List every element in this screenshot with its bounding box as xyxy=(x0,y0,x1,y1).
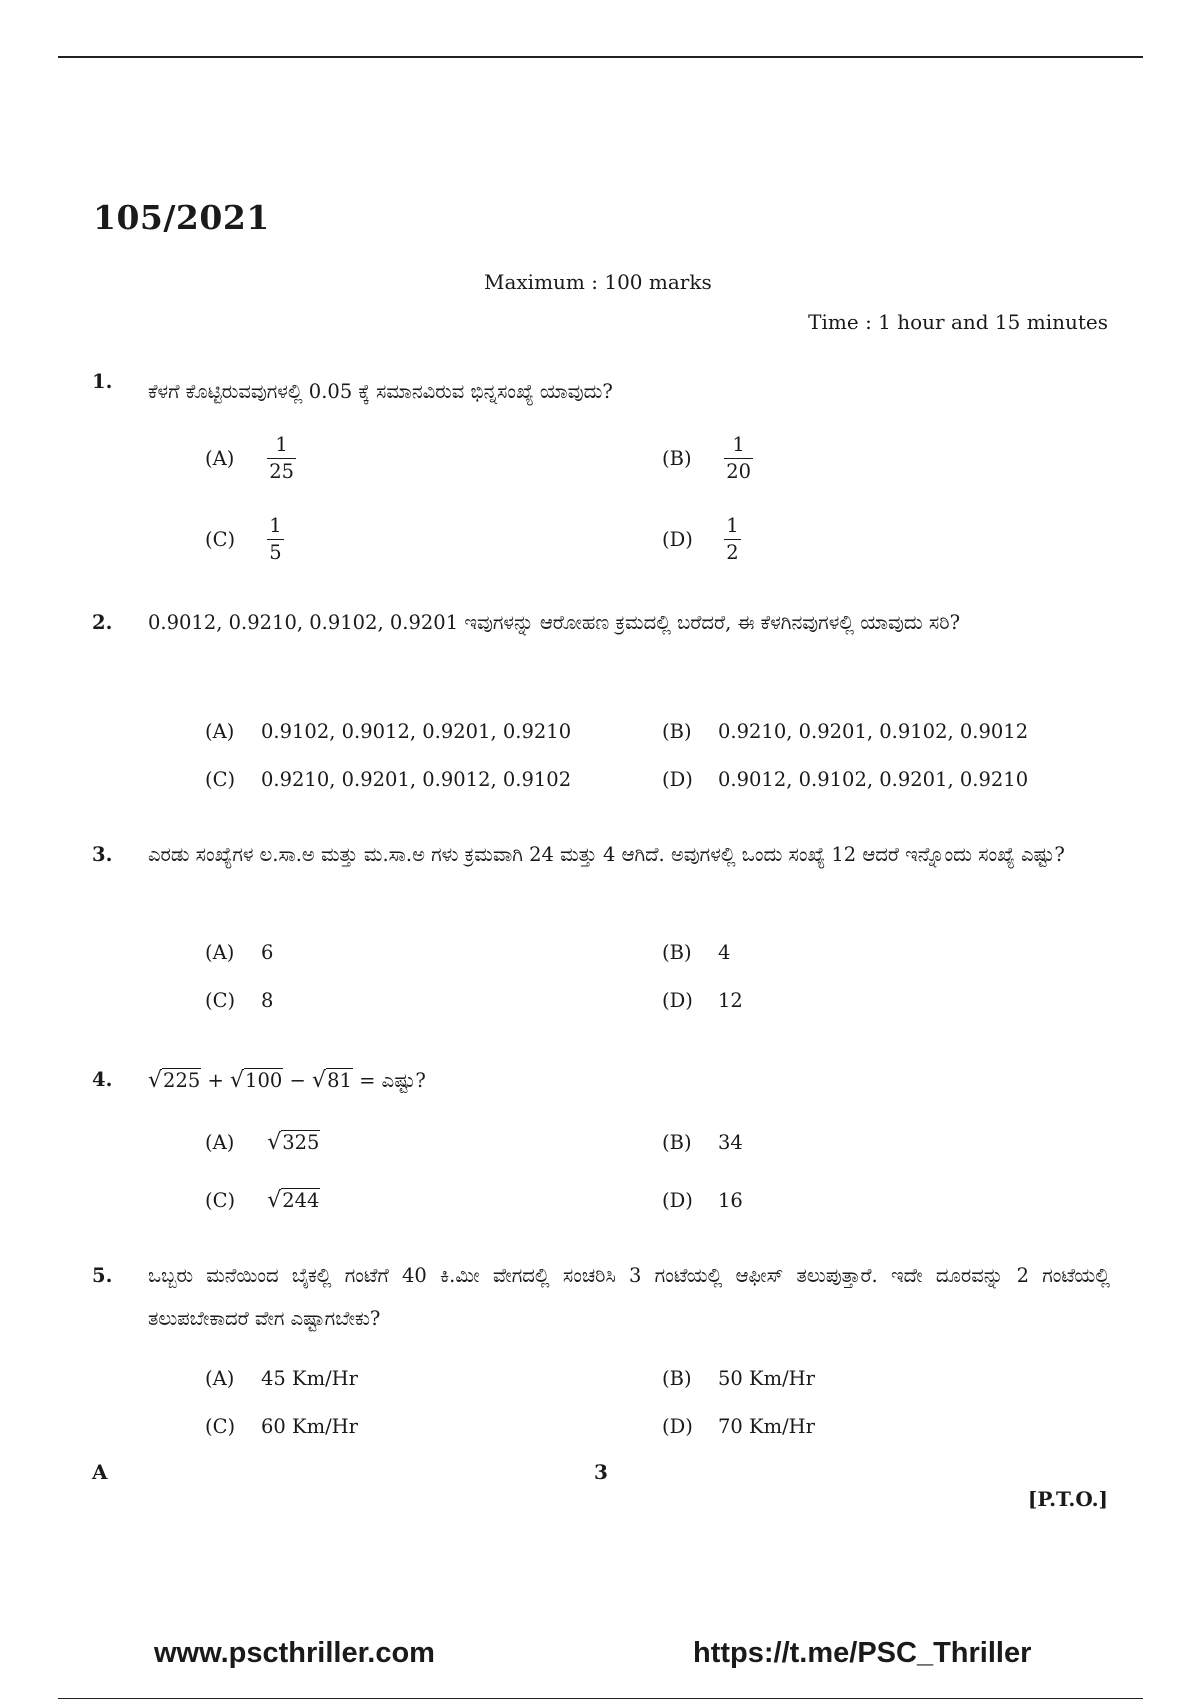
bottom-rule xyxy=(58,1698,1143,1699)
question-3 xyxy=(92,843,1110,876)
option-c: (C) $\frac{1}{5}$ xyxy=(205,514,282,564)
option-b: (B) 4 xyxy=(662,941,731,964)
option-c: (C) 8 xyxy=(205,989,274,1012)
fraction: $\frac{1}{20}$ xyxy=(726,433,752,483)
pto-marker: [P.T.O.] xyxy=(1027,1487,1108,1511)
question-2 xyxy=(92,611,1110,644)
website-link[interactable]: www.pscthriller.com xyxy=(154,1637,435,1669)
question-number: 1. xyxy=(92,370,113,393)
option-b: (B) 50 Km/Hr xyxy=(662,1367,815,1390)
option-d: (D) 12 xyxy=(662,989,743,1012)
question-number: 5. xyxy=(92,1264,113,1287)
fraction: $\frac{1}{2}$ xyxy=(726,514,739,564)
time-allowed: Time : 1 hour and 15 minutes xyxy=(808,310,1108,334)
question-5 xyxy=(92,1264,1110,1340)
option-c: (C) 60 Km/Hr xyxy=(205,1415,358,1438)
question-text: ಒಬ್ಬರು ಮನೆಯಿಂದ ಬೈಕಲ್ಲಿ ಗಂಟೆಗೆ 40 ಕಿ.ಮೀ ವೇಗದಲ್ಲಿ ಸಂಚರಿಸಿ 3 ಗಂಟೆಯಲ್ಲಿ ಆಫೀಸ್ ತಲುಪುತ್ತಾರೆ. ಇದೇ ದೂರವನ್ನು 2 ಗಂಟೆಯಲ್ಲಿ ತಲುಪಬೇಕಾದರೆ ವೇಗ ಎಷ್ಟಾಗಬೇಕು? xyxy=(148,1264,1110,1330)
option-b: (B) 0.9210, 0.9201, 0.9102, 0.9012 xyxy=(662,720,1029,743)
option-b: (B) $\frac{1}{20}$ xyxy=(662,433,752,483)
question-number: 4. xyxy=(92,1068,113,1091)
option-a: (A) √325 xyxy=(205,1130,320,1155)
fraction: $\frac{1}{25}$ xyxy=(269,433,295,483)
option-a: (A) $\frac{1}{25}$ xyxy=(205,433,295,483)
option-d: (D) 0.9012, 0.9102, 0.9201, 0.9210 xyxy=(662,768,1029,791)
question-expression: √225 + √100 − √81 = ಎಷ್ಟು? xyxy=(148,1068,427,1093)
option-a: (A) 45 Km/Hr xyxy=(205,1367,358,1390)
series-code: A xyxy=(92,1460,108,1484)
question-number: 2. xyxy=(92,611,113,634)
option-d: (D) $\frac{1}{2}$ xyxy=(662,514,739,564)
question-text: ಕೆಳಗೆ ಕೊಟ್ಟಿರುವವುಗಳಲ್ಲಿ 0.05 ಕ್ಕೆ ಸಮಾನವಿರುವ ಭಿನ್ನಸಂಖ್ಯೆ ಯಾವುದು? xyxy=(148,380,613,403)
square-root: √81 xyxy=(312,1068,352,1093)
question-text: ಎರಡು ಸಂಖ್ಯೆಗಳ ಲ.ಸಾ.ಅ ಮತ್ತು ಮ.ಸಾ.ಅ ಗಳು ಕ್ರಮವಾಗಿ 24 ಮತ್ತು 4 ಆಗಿದೆ. ಅವುಗಳಲ್ಲಿ ಒಂದು ಸಂಖ್ಯೆ 12 ಆದರೆ ಇನ್ನೊಂದು ಸಂಖ್ಯೆ ಎಷ್ಟು? xyxy=(148,843,1065,866)
square-root: √100 xyxy=(230,1068,283,1093)
fraction: $\frac{1}{5}$ xyxy=(269,514,282,564)
top-rule xyxy=(58,56,1143,58)
question-4 xyxy=(92,1068,1110,1094)
option-d: (D) 16 xyxy=(662,1189,743,1212)
question-text: 0.9012, 0.9210, 0.9102, 0.9201 ಇವುಗಳನ್ನು ಆರೋಹಣ ಕ್ರಮದಲ್ಲಿ ಬರೆದರೆ, ಈ ಕೆಳಗಿನವುಗಳಲ್ಲಿ ಯಾವುದು ಸರಿ? xyxy=(148,611,961,634)
square-root: √225 xyxy=(148,1068,201,1093)
option-a: (A) 0.9102, 0.9012, 0.9201, 0.9210 xyxy=(205,720,572,743)
maximum-marks: Maximum : 100 marks xyxy=(484,270,712,294)
option-c: (C) 0.9210, 0.9201, 0.9012, 0.9102 xyxy=(205,768,572,791)
option-a: (A) 6 xyxy=(205,941,274,964)
question-1 xyxy=(92,370,1110,413)
telegram-link[interactable]: https://t.me/PSC_Thriller xyxy=(693,1637,1032,1669)
square-root: √244 xyxy=(267,1188,320,1213)
option-b: (B) 34 xyxy=(662,1131,743,1154)
option-d: (D) 70 Km/Hr xyxy=(662,1415,815,1438)
paper-code: 105/2021 xyxy=(93,198,270,237)
page-number: 3 xyxy=(594,1460,608,1484)
question-number: 3. xyxy=(92,843,113,866)
option-c: (C) √244 xyxy=(205,1188,320,1213)
square-root: √325 xyxy=(267,1130,320,1155)
